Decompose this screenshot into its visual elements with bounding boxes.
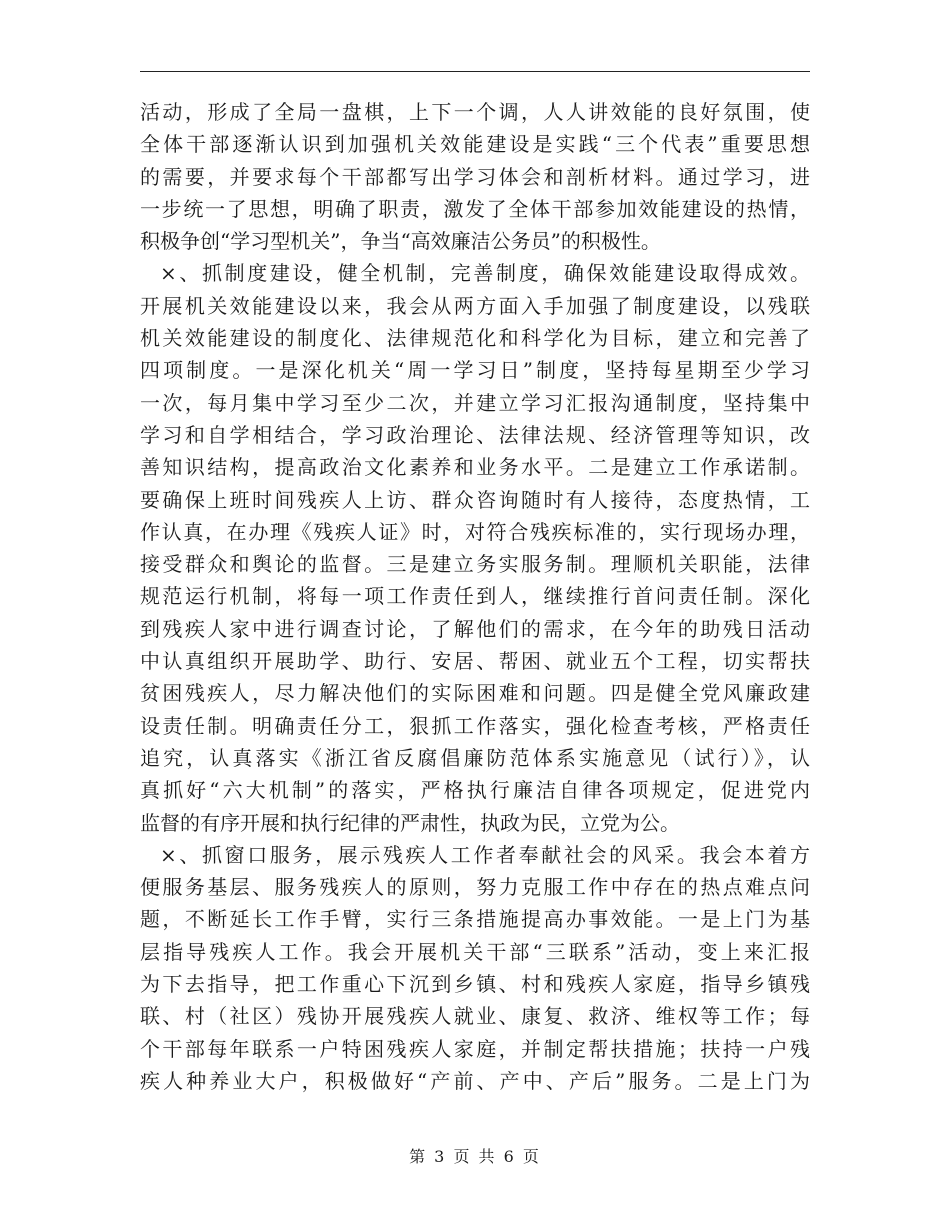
text-line: 作认真，在办理《残疾人证》时，对符合残疾标准的，实行现场办理， <box>140 519 810 544</box>
header-rule <box>140 71 810 72</box>
text-line: 全体干部逐渐认识到加强机关效能建设是实践“三个代表”重要思想 <box>140 132 810 157</box>
text-line: 贫困残疾人，尽力解决他们的实际困难和问题。四是健全党风廉政建 <box>140 681 810 706</box>
text-line: 的需要，并要求每个干部都写出学习体会和剖析材料。通过学习，进 <box>140 164 810 189</box>
body-text <box>140 96 810 1097</box>
text-line: 监督的有序开展和执行纪律的严肃性，执政为民，立党为公。 <box>140 810 680 835</box>
text-line: 善知识结构，提高政治文化素养和业务水平。二是建立工作承诺制。 <box>140 455 810 480</box>
text-line: 便服务基层、服务残疾人的原则，努力克服工作中存在的热点难点问 <box>140 875 810 900</box>
paragraph-3 <box>140 839 810 1097</box>
text-line: 接受群众和舆论的监督。三是建立务实服务制。理顺机关职能，法律 <box>140 552 810 577</box>
text-line: 要确保上班时间残疾人上访、群众咨询随时有人接待，态度热情，工 <box>140 487 810 512</box>
text-line: 活动，形成了全局一盘棋，上下一个调，人人讲效能的良好氛围，使 <box>140 100 810 124</box>
text-line: 一次，每月集中学习至少二次，并建立学习汇报沟通制度，坚持集中 <box>140 390 810 415</box>
text-line: 真抓好“六大机制”的落实，严格执行廉洁自律各项规定，促进党内 <box>140 778 810 803</box>
text-line: 为下去指导，把工作重心下沉到乡镇、村和残疾人家庭，指导乡镇残 <box>140 972 810 997</box>
text-line: 题，不断延长工作手臂，实行三条措施提高办事效能。一是上门为基 <box>140 907 810 932</box>
text-line: 积极争创“学习型机关”，争当“高效廉洁公务员”的积极性。 <box>140 229 661 254</box>
text-line: 开展机关效能建设以来，我会从两方面入手加强了制度建设，以残联 <box>140 293 810 318</box>
text-line: 规范运行机制，将每一项工作责任到人，继续推行首问责任制。深化 <box>140 584 810 609</box>
text-line: 疾人种养业大户，积极做好“产前、产中、产后”服务。二是上门为 <box>140 1068 810 1093</box>
text-line: 个干部每年联系一户特困残疾人家庭，并制定帮扶措施；扶持一户残 <box>140 1036 810 1061</box>
page-footer <box>0 1144 950 1167</box>
text-line: 到残疾人家中进行调查讨论，了解他们的需求，在今年的助残日活动 <box>140 616 810 641</box>
page-number: 第 3 页 共 6 页 <box>409 1147 541 1166</box>
text-line: ×、抓窗口服务，展示残疾人工作者奉献社会的风采。我会本着方 <box>160 842 810 867</box>
text-line: 中认真组织开展助学、助行、安居、帮困、就业五个工程，切实帮扶 <box>140 649 810 674</box>
text-line: 一步统一了思想，明确了职责，激发了全体干部参加效能建设的热情， <box>140 196 810 221</box>
text-line: 四项制度。一是深化机关“周一学习日”制度，坚持每星期至少学习 <box>140 358 810 383</box>
text-line: 机关效能建设的制度化、法律规范化和科学化为目标，建立和完善了 <box>140 326 810 351</box>
text-line: 设责任制。明确责任分工，狠抓工作落实，强化检查考核，严格责任 <box>140 713 810 738</box>
paragraph-2 <box>140 257 810 838</box>
text-line: ×、抓制度建设，健全机制，完善制度，确保效能建设取得成效。 <box>160 261 810 286</box>
text-line: 学习和自学相结合，学习政治理论、法律法规、经济管理等知识，改 <box>140 422 810 447</box>
text-line: 层指导残疾人工作。我会开展机关干部“三联系”活动，变上来汇报 <box>140 939 810 964</box>
text-line: 追究，认真落实《浙江省反腐倡廉防范体系实施意见（试行）》，认 <box>140 745 810 770</box>
paragraph-1 <box>140 96 810 257</box>
text-line: 联、村（社区）残协开展残疾人就业、康复、救济、维权等工作；每 <box>140 1004 810 1029</box>
